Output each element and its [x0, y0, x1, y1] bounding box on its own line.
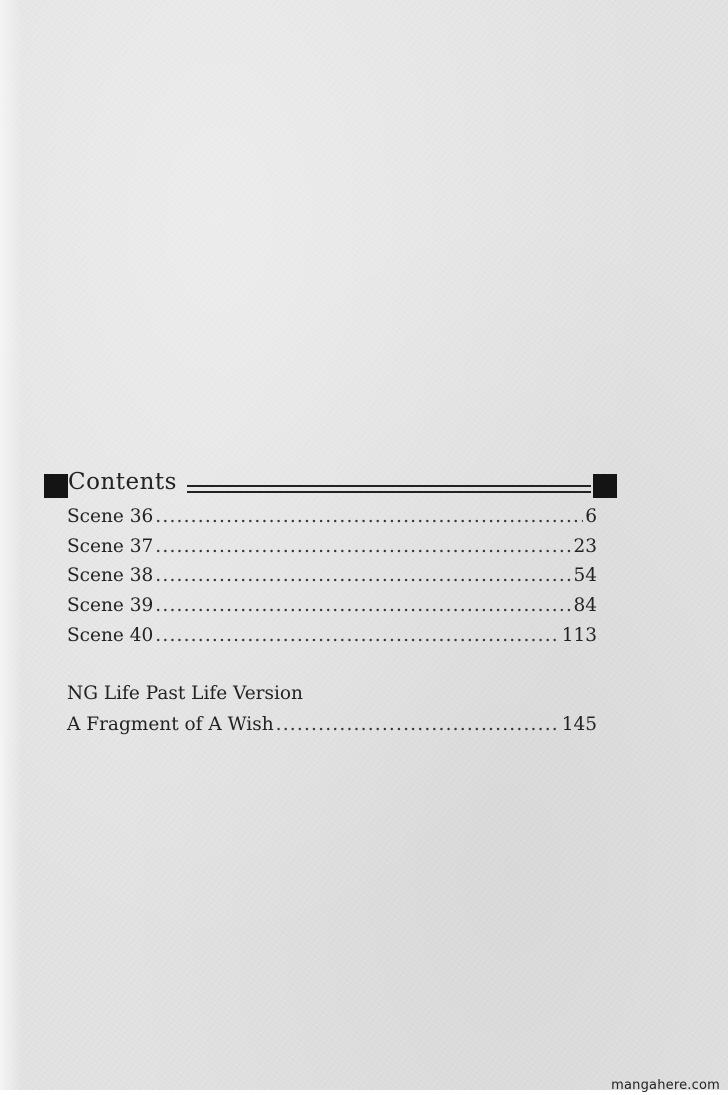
toc-entry-scene-38 [67, 565, 597, 595]
site-watermark: mangahere.com [611, 1078, 720, 1093]
black-square-icon [593, 474, 617, 498]
toc-list [67, 506, 597, 654]
toc-entry-scene-40 [67, 625, 597, 655]
toc-entry-label: Scene 37 [67, 535, 154, 557]
toc-entry-label: Scene 38 [67, 565, 154, 587]
extra-story-series: NG Life Past Life Version [67, 683, 303, 704]
dot-leader [155, 625, 559, 646]
toc-entry-fragment-of-a-wish [67, 714, 597, 744]
toc-entry-page: 6 [585, 506, 597, 527]
toc-entry-label: Scene 40 [67, 624, 154, 646]
toc-entry-page: 23 [573, 535, 597, 557]
toc-entry-scene-39 [67, 595, 597, 625]
toc-entry-scene-36 [67, 506, 597, 536]
extra-story-entry [67, 683, 597, 744]
toc-entry-page: 113 [561, 624, 597, 646]
dot-leader [276, 714, 560, 735]
dot-leader [155, 595, 571, 616]
dot-leader [155, 506, 583, 527]
toc-entry-page: 145 [561, 714, 597, 735]
contents-header [44, 469, 617, 500]
toc-entry-page: 84 [573, 595, 597, 617]
dot-leader [155, 536, 571, 557]
header-rule [187, 491, 591, 493]
toc-entry-scene-37 [67, 536, 597, 566]
dot-leader [155, 565, 571, 586]
toc-entry-label: Scene 36 [67, 506, 154, 527]
toc-entry-page: 54 [573, 565, 597, 587]
toc-entry-label: Scene 39 [67, 595, 154, 617]
header-rule [187, 485, 591, 487]
black-square-icon [44, 474, 68, 498]
contents-title: Contents [68, 469, 177, 495]
toc-entry-label: A Fragment of A Wish [67, 714, 274, 735]
